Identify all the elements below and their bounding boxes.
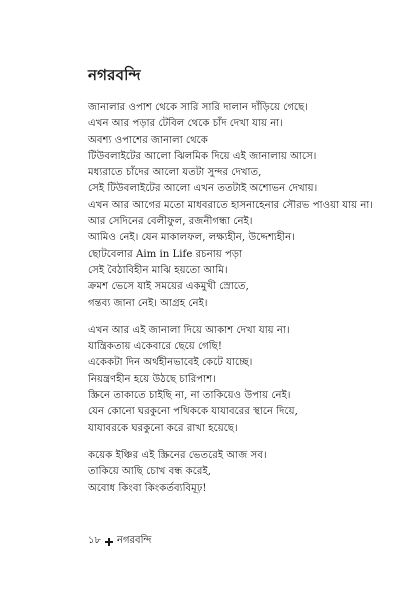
- running-title: নগরবন্দি: [116, 535, 152, 546]
- stanza: [88, 448, 388, 497]
- poem-line: গন্তব্য জানা নেই। আগ্রহ নেই।: [88, 297, 208, 309]
- poem-line: এখন আর আগের মতো মাধবরাতে হাসনাহেনার সৌরভ পাওয়া যায় না।: [88, 199, 373, 211]
- poem-line: টিউবলাইটের আলো ঝিলমিক দিয়ে এই জানালায় আসে।: [88, 150, 317, 162]
- poem-line: তাকিয়ে আছি চোখ বন্ধ করেই,: [88, 466, 212, 478]
- poem-title: নগরবন্দি: [88, 66, 141, 84]
- poem-line: যাযাবরকে ঘরকুনো করে রাখা হয়েছে।: [88, 422, 238, 434]
- poem-line: যেন কোনো ঘরকুনো পথিককে যাযাবরের স্থানে দিয়ে,: [88, 406, 298, 418]
- poem-line: অবোধ কিংবা কিংকর্তব্যবিমূঢ়!: [88, 482, 207, 494]
- poem-line: জানালার ওপাশ থেকে সারি সারি দালান দাঁড়িয়ে গেছে।: [88, 102, 308, 113]
- diamond-ornament-icon: [105, 538, 113, 546]
- poem-line: এখন আর এই জানালা দিয়ে আকাশ দেখা যায় না।: [88, 324, 290, 336]
- page-footer: [88, 533, 151, 550]
- poem-line: সেই টিউবলাইটের আলো এখন ততটাই অশোভন দেখায়।: [88, 183, 318, 195]
- poem-line: নিয়ন্ত্রণহীন হয়ে উঠছে চারিপাশ।: [88, 373, 216, 385]
- poem-line: এখন আর পড়ার টেবিল থেকে চাঁদ দেখা যায় না।: [88, 118, 283, 130]
- poem-body: [88, 100, 388, 508]
- poem-line: সেই বৈঠাবিহীন মাঝি হয়তো আমি।: [88, 264, 228, 276]
- poem-line: মধ্যরাতে চাঁদের আলো যতটা সুন্দর দেখাত,: [88, 167, 262, 179]
- page-number: ১৮: [88, 535, 101, 546]
- poem-line: আর সেদিনের বেলীফুল, রজনীগন্ধা নেই।: [88, 216, 253, 228]
- poem-line: অবশ্য ওপাশের জানালা থেকে: [88, 134, 208, 146]
- poem-line: স্ক্রিনে তাকাতে চাইছি না, না তাকিয়েও উপায় নেই।: [88, 390, 291, 402]
- stanza: [88, 100, 388, 312]
- poem-line: আমিও নেই। যেন মাকালফল, লক্ষ্যহীন, উদ্দেশ্যহীন।: [88, 232, 295, 244]
- stanza: [88, 323, 388, 437]
- poem-line: ছোটবেলার Aim in Life রচনায় পড়া: [88, 248, 243, 260]
- poem-line: ক্রমশ ভেসে যাই সময়ের একমুখী স্রোতে,: [88, 281, 249, 293]
- poem-line: একেকটা দিন অর্থহীনভাবেই কেটে যাচ্ছে।: [88, 357, 253, 369]
- poem-line: কয়েক ইঞ্চির এই স্ক্রিনের ভেতরেই আজ সব।: [88, 449, 267, 461]
- poem-line: যান্ত্রিকতায় একেবারে ছেয়ে গেছি!: [88, 341, 222, 353]
